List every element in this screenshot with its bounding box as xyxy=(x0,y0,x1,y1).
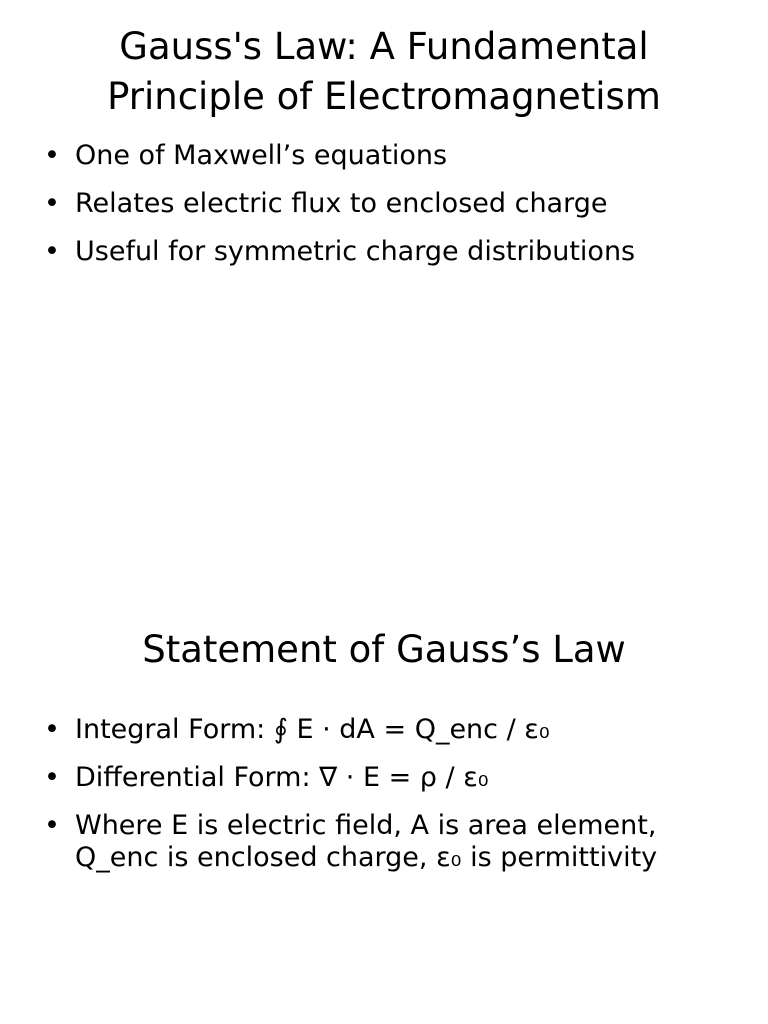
bullet-text: Where E is electric field, A is area element, Q_enc is enclosed charge, ε₀ is permittivity xyxy=(75,810,658,873)
bullet-text: Useful for symmetric charge distributions xyxy=(75,236,636,267)
bullet-text: Integral Form: ∮ E · dA = Q_enc / ε₀ xyxy=(75,714,550,745)
bullet-text: Relates electric flux to enclosed charge xyxy=(75,188,608,219)
slide-title: Statement of Gauss’s Law xyxy=(142,628,626,671)
bullet-list xyxy=(44,714,734,890)
bullet-list xyxy=(44,140,734,284)
bullet-icon: • xyxy=(44,236,60,267)
bullet-icon: • xyxy=(44,810,60,841)
bullet-icon: • xyxy=(44,188,60,219)
bullet-item xyxy=(44,140,734,172)
bullet-item xyxy=(44,810,734,874)
bullet-item xyxy=(44,714,734,746)
slide-title: Gauss's Law: A Fundamental Principle of Electromagnetism xyxy=(107,25,661,118)
bullet-text: One of Maxwell’s equations xyxy=(75,140,448,171)
bullet-text: Differential Form: ∇ · E = ρ / ε₀ xyxy=(75,762,489,793)
bullet-item xyxy=(44,236,734,268)
bullet-icon: • xyxy=(44,140,60,171)
bullet-item xyxy=(44,188,734,220)
slide-2 xyxy=(0,512,768,1024)
bullet-icon: • xyxy=(44,714,60,745)
bullet-icon: • xyxy=(44,762,60,793)
bullet-item xyxy=(44,762,734,794)
